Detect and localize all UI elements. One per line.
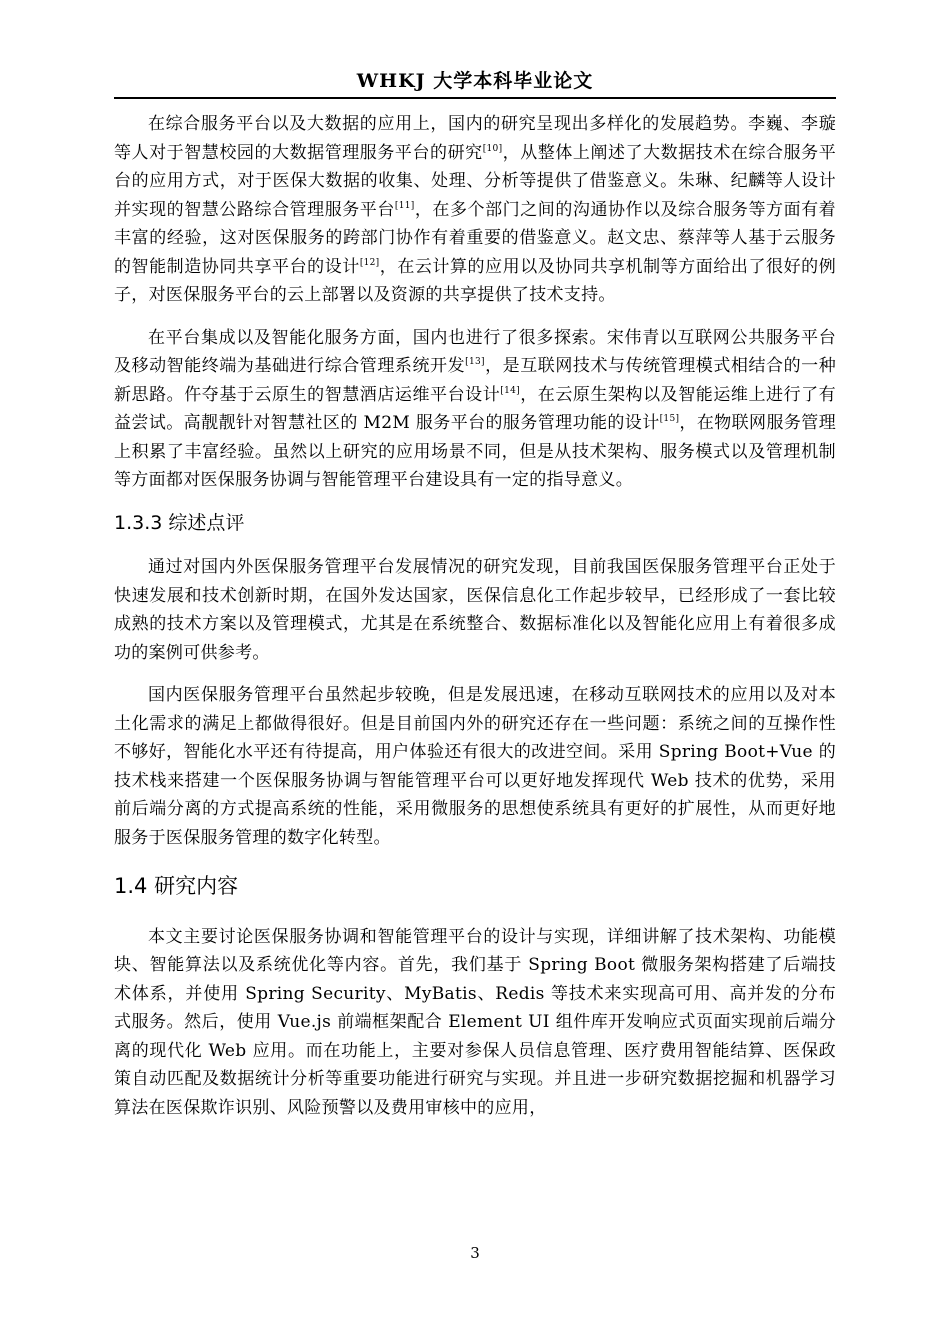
paragraph-text: ，在多个部门之间的沟通协作以及综合服务等方面有着丰富的经验，这对医保服务的跨部门协作有着重要的借鉴意义。赵文忠、蔡萍等人基于云服务的智能制造协同共享平台的设计 xyxy=(114,199,836,277)
page-body xyxy=(114,110,836,1132)
citation-ref[interactable]: [12] xyxy=(359,257,380,268)
paragraph-text: ，是互联网技术与传统管理模式相结合的一种新思路。仵夺基于云原生的智慧酒店运维平台设计 xyxy=(114,356,836,405)
paragraph-platform-applications xyxy=(114,110,836,310)
paragraph-platform-integration xyxy=(114,324,836,495)
section-heading-1-3-3: 1.3.3 综述点评 xyxy=(114,511,245,534)
citation-ref[interactable]: [15] xyxy=(659,414,680,424)
citation-ref[interactable]: [14] xyxy=(500,385,520,396)
paragraph-review-summary: 通过对国内外医保服务管理平台发展情况的研究发现，目前我国医保服务管理平台正处于快速发展和技术创新时期，在国外发达国家，医保信息化工作起步较早，已经形成了一套比较成熟的技术方案以及管理模式，尤其是在系统整合、数据标准化以及智能化应用上有着很多成功的案例可供参考。 xyxy=(114,557,836,663)
paragraph-text: ，在云计算的应用以及协同共享机制等方面给出了很好的例子，对医保服务平台的云上部署以及资源的共享提供了技术支持。 xyxy=(114,256,836,305)
section-heading-1-4: 1.4 研究内容 xyxy=(114,874,239,898)
paragraph-domestic-status: 国内医保服务管理平台虽然起步较晚，但是发展迅速，在移动互联网技术的应用以及对本土化需求的满足上都做得很好。但是目前国内外的研究还存在一些问题：系统之间的互操作性不够好，智能化水平还有待提高，用户体验还有很大的改进空间。采用 Spring Boot+Vue 的技术栈来搭建一个医保服务协调与智能管理平台可以更好地发挥现代 Web 技术的优势，采用前后端分离的方式提高系统的性能，采用微服务的思想使系统具有更好的扩展性，从而更好地服务于医保服务管理的数字化转型。 xyxy=(114,685,836,848)
paragraph-research-content: 本文主要讨论医保服务协调和智能管理平台的设计与实现，详细讲解了技术架构、功能模块、智能算法以及系统优化等内容。首先，我们基于 Spring Boot 微服务架构搭建了后端技术体系，并使用 Spring Security、MyBatis、Redis 等技术来实现高可用、高并发的分布式服务。然后，使用 Vue.js 前端框架配合 Element UI 组件库开发响应式页面实现前后端分离的现代化 Web 应用。而在功能上，主要对参保人员信息管理、医疗费用智能结算、医保政策自动匹配及数据统计分析等重要功能进行研究与实现。并且进一步研究数据挖掘和机器学习算法在医保欺诈识别、风险预警以及费用审核中的应用， xyxy=(114,926,836,1118)
paragraph-text: ，在物联网服务管理上积累了丰富经验。虽然以上研究的应用场景不同，但是从技术架构、服务模式以及管理机制等方面都对医保服务协调与智能管理平台建设具有一定的指导意义。 xyxy=(114,413,836,490)
paragraph-text: ，从整体上阐述了大数据技术在综合服务平台的应用方式，对于医保大数据的收集、处理、分析等提供了借鉴意义。朱琳、纪麟等人设计并实现的智慧公路综合管理服务平台 xyxy=(114,142,836,220)
paragraph-text: 在综合服务平台以及大数据的应用上，国内的研究呈现出多样化的发展趋势。李巍、李璇等人对于智慧校园的大数据管理服务平台的研究 xyxy=(114,114,836,163)
header-rule xyxy=(114,97,836,99)
page-number: 3 xyxy=(470,1244,480,1262)
citation-ref[interactable]: [11] xyxy=(394,200,415,211)
citation-ref[interactable]: [10] xyxy=(482,143,503,154)
citation-ref[interactable]: [13] xyxy=(465,357,485,367)
running-header: WHKJ 大学本科毕业论文 xyxy=(356,70,594,92)
paragraph-text: ，在云原生架构以及智能运维上进行了有益尝试。高靓靓针对智慧社区的 M2M 服务平台的服务管理功能的设计 xyxy=(114,384,836,433)
paragraph-text: 在平台集成以及智能化服务方面，国内也进行了很多探索。宋伟青以互联网公共服务平台及移动智能终端为基础进行综合管理系统开发 xyxy=(114,327,836,376)
